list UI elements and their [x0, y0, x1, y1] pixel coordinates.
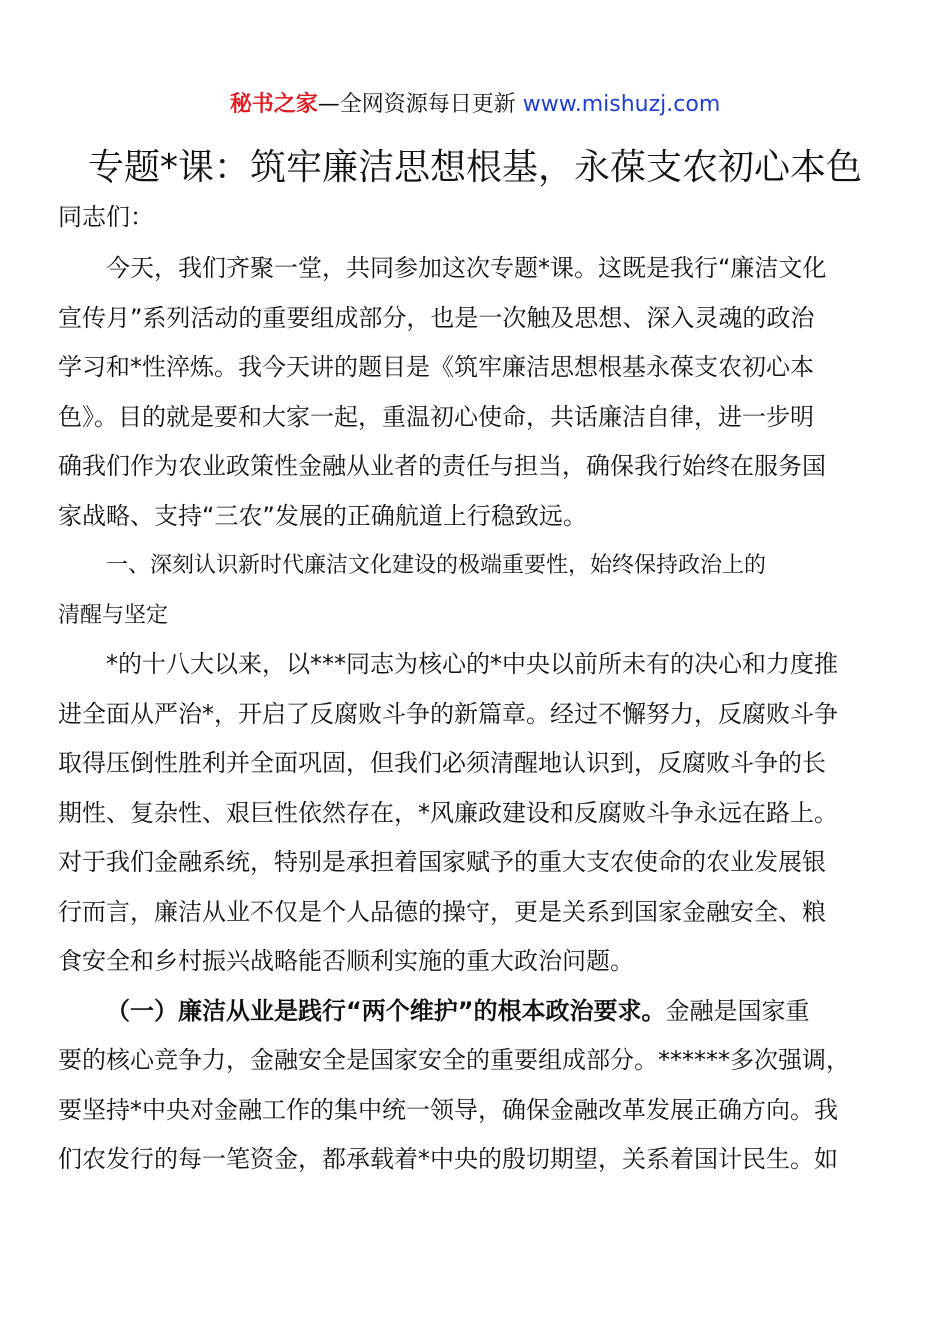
- paragraph-line: 进全面从严治*，开启了反腐败斗争的新篇章。经过不懈努力，反腐败斗争: [58, 699, 838, 728]
- document-title: 专题*课：筑牢廉洁思想根基，永葆支农初心本色: [87, 147, 862, 188]
- paragraph-line: 食安全和乡村振兴战略能否顺利实施的重大政治问题。: [58, 947, 634, 975]
- paragraph-line: 期性、复杂性、艰巨性依然存在，*风廉政建设和反腐败斗争永远在路上。: [58, 798, 838, 827]
- section-heading-1: [58, 541, 892, 640]
- point-text: 金融是国家重: [665, 996, 810, 1025]
- paragraph-line: 确我们作为农业政策性金融从业者的责任与担当，确保我行始终在服务国: [58, 452, 826, 480]
- paragraph-line: 学习和*性淬炼。我今天讲的题目是《筑牢廉洁思想根基永葆支农初心本: [58, 353, 814, 381]
- section-heading-line: 一、深刻认识新时代廉洁文化建设的极端重要性，始终保持政治上的: [106, 553, 767, 578]
- point-heading: （一）廉洁从业是践行“两个维护”的根本政治要求。: [106, 996, 666, 1025]
- brand-name: 秘书之家: [229, 92, 318, 117]
- paragraph-line: 家战略、支持“三农”发展的正确航道上行稳致远。: [58, 501, 587, 530]
- paragraph-intro: [58, 244, 892, 541]
- paragraph-line: 对于我们金融系统，特别是承担着国家赋予的重大支农使命的农业发展银: [58, 848, 826, 876]
- paragraph-line: 们农发行的每一笔资金，都承载着*中央的殷切期望，关系着国计民生。如: [58, 1145, 838, 1173]
- paragraph-line: [58, 987, 892, 1037]
- paragraph-line: 今天，我们齐聚一堂，共同参加这次专题*课。这既是我行“廉洁文化: [106, 254, 827, 282]
- section-heading-line: 清醒与坚定: [58, 602, 169, 628]
- paragraph-line: 宣传月”系列活动的重要组成部分，也是一次触及思想、深入灵魂的政治: [58, 303, 815, 332]
- greeting: 同志们：: [58, 203, 154, 231]
- site-header: [0, 88, 950, 122]
- site-url-link[interactable]: www.mishuzj.com: [522, 92, 721, 117]
- header-tagline: —全网资源每日更新: [317, 92, 523, 117]
- paragraph-line: 取得压倒性胜利并全面巩固，但我们必须清醒地认识到，反腐败斗争的长: [58, 749, 826, 777]
- document-body: [58, 197, 892, 1185]
- paragraph-line: 要的核心竞争力，金融安全是国家安全的重要组成部分。******多次强调，: [58, 1046, 850, 1074]
- paragraph-background: [58, 640, 892, 987]
- paragraph-line: 色》。目的就是要和大家一起，重温初心使命，共话廉洁自律，进一步明: [58, 402, 814, 431]
- paragraph-line: *的十八大以来，以***同志为核心的*中央以前所未有的决心和力度推: [106, 650, 838, 678]
- paragraph-line: 行而言，廉洁从业不仅是个人品德的操守，更是关系到国家金融安全、粮: [58, 897, 826, 926]
- paragraph-line: 要坚持*中央对金融工作的集中统一领导，确保金融改革发展正确方向。我: [58, 1095, 838, 1124]
- paragraph-point-1: [58, 987, 892, 1185]
